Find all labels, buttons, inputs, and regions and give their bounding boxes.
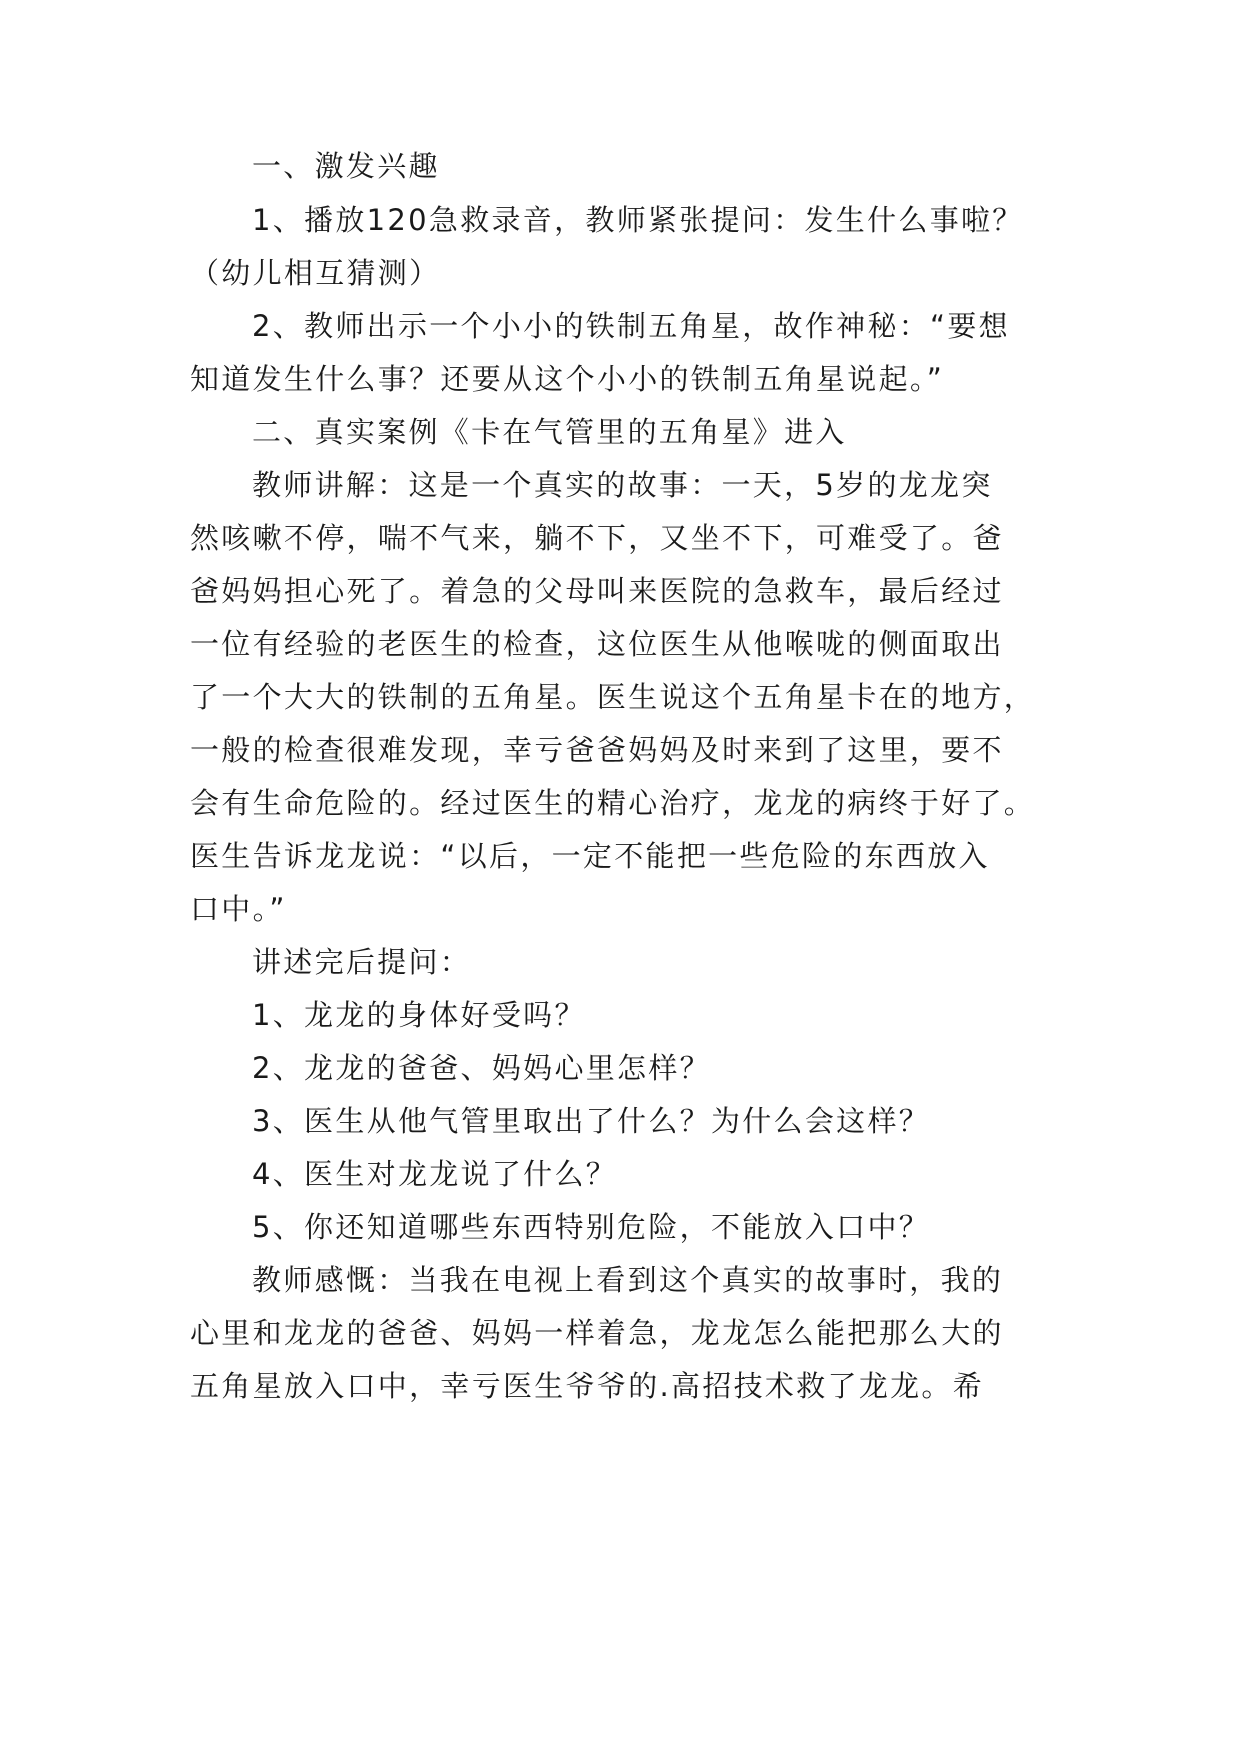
paragraph-line: 讲述完后提问： — [252, 945, 472, 979]
paragraph-line: 然咳嗽不停，喘不气来，躺不下，又坐不下，可难受了。爸 — [190, 521, 1004, 555]
question-item: 2、龙龙的爸爸、妈妈心里怎样？ — [252, 1051, 711, 1085]
paragraph-line: 知道发生什么事？还要从这个小小的铁制五角星说起。” — [190, 362, 945, 396]
paragraph-line: 了一个大大的铁制的五角星。医生说这个五角星卡在的地方， — [190, 680, 1036, 714]
paragraph-line: 会有生命危险的。经过医生的精心治疗，龙龙的病终于好了。 — [190, 786, 1036, 820]
paragraph-line: 一位有经验的老医生的检查，这位医生从他喉咙的侧面取出 — [190, 627, 1004, 661]
question-item: 4、医生对龙龙说了什么？ — [252, 1157, 618, 1191]
paragraph-line: （幼儿相互猜测） — [190, 256, 441, 290]
section-heading: 一、激发兴趣 — [252, 149, 440, 183]
question-item: 1、龙龙的身体好受吗？ — [252, 998, 586, 1032]
paragraph-line: 教师感慨：当我在电视上看到这个真实的故事时，我的 — [252, 1263, 1004, 1297]
paragraph-line: 口中。” — [190, 892, 287, 926]
question-item: 3、医生从他气管里取出了什么？为什么会这样？ — [252, 1104, 931, 1138]
paragraph-line: 教师讲解：这是一个真实的故事：一天，5岁的龙龙突 — [252, 468, 993, 502]
section-heading: 二、真实案例《卡在气管里的五角星》进入 — [252, 415, 847, 449]
paragraph-line: 一般的检查很难发现，幸亏爸爸妈妈及时来到了这里，要不 — [190, 733, 1004, 767]
paragraph-line: 五角星放入口中，幸亏医生爷爷的.高招技术救了龙龙。希 — [190, 1369, 985, 1403]
paragraph-line: 2、教师出示一个小小的铁制五角星，故作神秘：“要想 — [252, 309, 1010, 343]
paragraph-line: 医生告诉龙龙说：“以后，一定不能把一些危险的东西放入 — [190, 839, 990, 873]
paragraph-line: 心里和龙龙的爸爸、妈妈一样着急，龙龙怎么能把那么大的 — [190, 1316, 1004, 1350]
paragraph-line: 爸妈妈担心死了。着急的父母叫来医院的急救车，最后经过 — [190, 574, 1004, 608]
question-item: 5、你还知道哪些东西特别危险，不能放入口中？ — [252, 1210, 931, 1244]
paragraph-line: 1、播放120急救录音，教师紧张提问：发生什么事啦？ — [252, 203, 1024, 237]
